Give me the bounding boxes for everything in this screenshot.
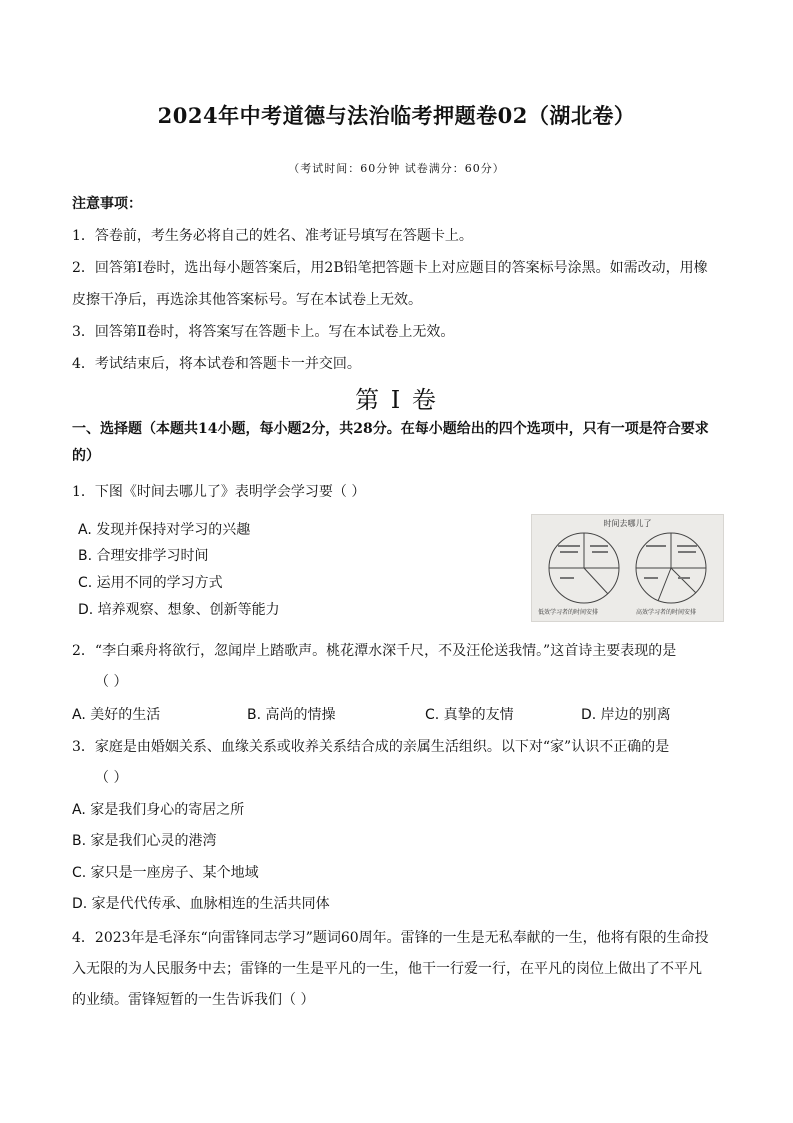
notice-item-2-cont: 皮擦干净后，再选涂其他答案标号。写在本试卷上无效。 (72, 292, 422, 308)
q4-line1: 4．2023年是毛泽东“向雷锋同志学习”题词60周年。雷锋的一生是无私奉献的一生，他将有限的生命投 (72, 930, 709, 946)
notice-item-2: 2．回答第Ⅰ卷时，选出每小题答案后，用2B铅笔把答题卡上对应题目的答案标号涂黑。如需改动，用橡 (72, 260, 708, 276)
q3-stem: 3．家庭是由婚姻关系、血缘关系或收养关系结合成的亲属生活组织。以下对“家”认识不正确的是 (72, 739, 670, 755)
q1-option-b: B. 合理安排学习时间 (78, 548, 209, 564)
q2-option-d: D. 岸边的别离 (581, 707, 671, 723)
q1-option-a: A. 发现并保持对学习的兴趣 (78, 522, 251, 538)
pie-charts-image (532, 515, 723, 621)
q2-option-b: B. 高尚的情操 (247, 707, 336, 723)
q4-line3: 的业绩。雷锋短暂的一生告诉我们（ ） (72, 992, 315, 1008)
section-desc-line2: 的） (72, 448, 100, 464)
figure-right-caption: 高效学习者的时间安排 (636, 609, 697, 616)
notice-heading: 注意事项： (72, 196, 142, 212)
q2-stem: 2．“李白乘舟将欲行，忽闻岸上踏歌声。桃花潭水深千尺，不及汪伦送我情。”这首诗主要表现的是 (72, 643, 677, 659)
q1-option-d: D. 培养观察、想象、创新等能力 (78, 602, 280, 618)
notice-item-4: 4．考试结束后，将本试卷和答题卡一并交回。 (72, 356, 361, 372)
q1-stem: 1．下图《时间去哪儿了》表明学会学习要（ ） (72, 484, 366, 500)
q3-option-a: A. 家是我们身心的寄居之所 (72, 802, 245, 818)
q4-line2: 入无限的为人民服务中去；雷锋的一生是平凡的一生，他干一行爱一行，在平凡的岗位上做出了不平凡 (72, 961, 702, 977)
time-pie-figure (531, 514, 724, 622)
q2-option-a: A. 美好的生活 (72, 707, 161, 723)
q2-option-c: C. 真挚的友情 (425, 707, 514, 723)
exam-subtitle: （考试时间：60分钟 试卷满分：60分） (288, 162, 505, 175)
q2-blank: （ ） (95, 674, 128, 690)
notice-item-1: 1．答卷前，考生务必将自己的姓名、准考证号填写在答题卡上。 (72, 228, 473, 244)
q3-blank: （ ） (95, 770, 128, 786)
section-title: 第 I 卷 (355, 386, 438, 414)
figure-left-caption: 低效学习者的时间安排 (538, 609, 599, 616)
q3-option-d: D. 家是代代传承、血脉相连的生活共同体 (72, 896, 330, 912)
q3-option-b: B. 家是我们心灵的港湾 (72, 833, 217, 849)
section-desc-line1: 一、选择题（本题共14小题，每小题2分，共28分。在每小题给出的四个选项中，只有一项是符合要求 (72, 421, 709, 437)
q3-option-c: C. 家只是一座房子、某个地域 (72, 865, 259, 881)
q1-option-c: C. 运用不同的学习方式 (78, 575, 223, 591)
notice-item-3: 3．回答第Ⅱ卷时，将答案写在答题卡上。写在本试卷上无效。 (72, 324, 455, 340)
exam-title: 2024年中考道德与法治临考押题卷02（湖北卷） (157, 103, 636, 128)
figure-title: 时间去哪儿了 (603, 519, 652, 528)
